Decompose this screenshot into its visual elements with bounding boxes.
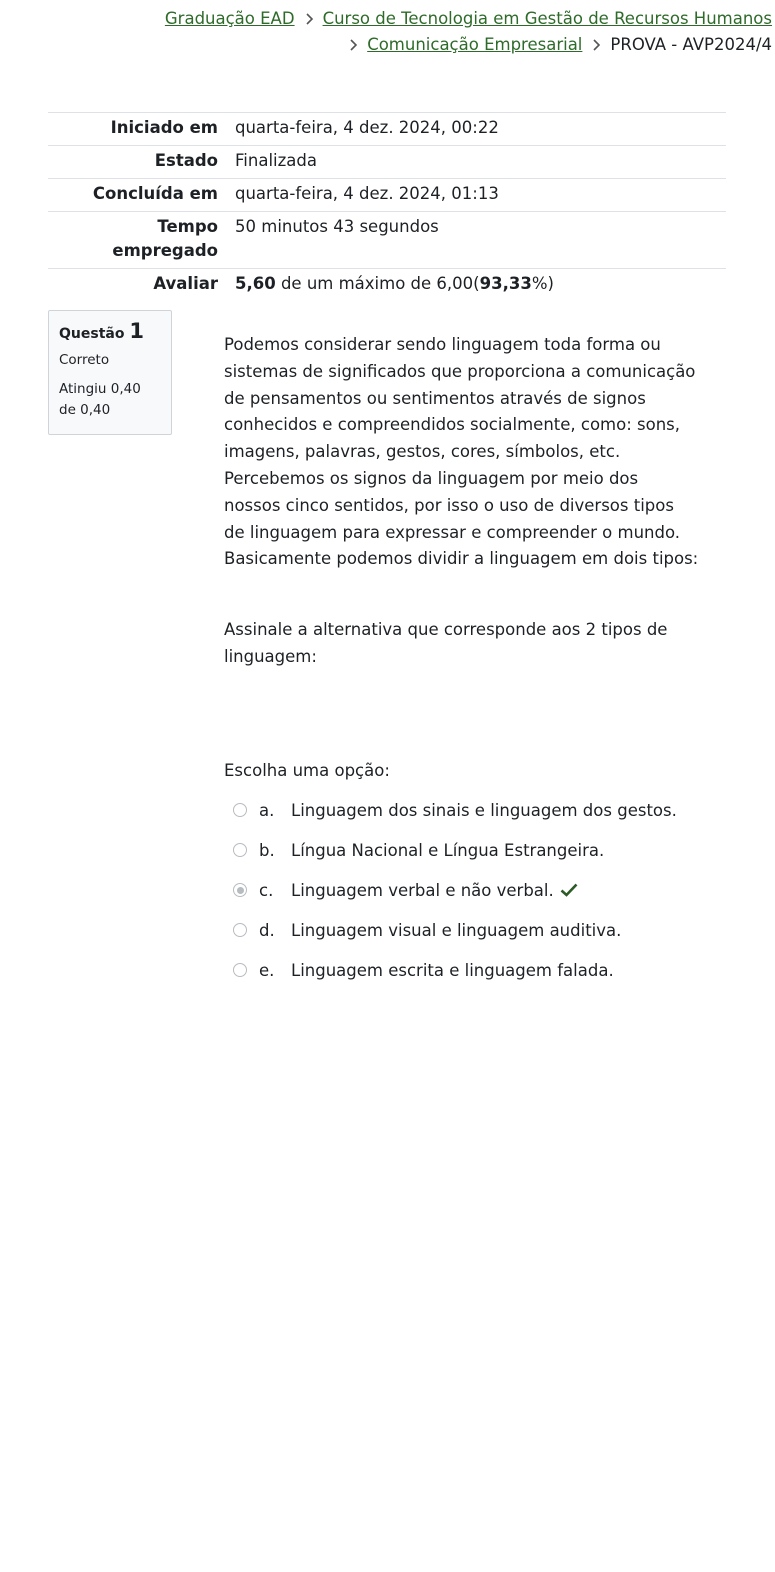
- option-text: Linguagem dos sinais e linguagem dos gestos.: [291, 801, 677, 820]
- chevron-right-icon: [349, 39, 359, 51]
- question-text: [224, 332, 699, 671]
- breadcrumb-link-curso[interactable]: Curso de Tecnologia em Gestão de Recursos Humanos: [322, 9, 772, 28]
- option-letter: d.: [259, 921, 275, 940]
- answer-option-c[interactable]: [232, 878, 682, 904]
- question-label: Questão: [59, 326, 125, 342]
- radio-button[interactable]: [233, 963, 247, 977]
- started-value: quarta-feira, 4 dez. 2024, 00:22: [235, 118, 499, 137]
- state-value: Finalizada: [235, 151, 317, 170]
- option-text: Linguagem visual e linguagem auditiva.: [291, 921, 622, 940]
- time-label: [48, 212, 226, 269]
- grade-value: [226, 269, 726, 302]
- time-label-line2: empregado: [112, 241, 218, 260]
- question-info-box: [48, 310, 172, 435]
- chevron-right-icon: [305, 13, 315, 25]
- completed-value: quarta-feira, 4 dez. 2024, 01:13: [235, 184, 499, 203]
- question-grade: Atingiu 0,40 de 0,40: [59, 381, 141, 418]
- question-state: Correto: [59, 352, 110, 368]
- breadcrumb-link-graduacao[interactable]: Graduação EAD: [164, 9, 295, 28]
- option-letter: e.: [259, 961, 275, 980]
- option-letter: c.: [259, 881, 274, 900]
- answer-option-e[interactable]: [232, 958, 682, 984]
- question-number: [59, 320, 161, 345]
- option-letter: a.: [259, 801, 275, 820]
- completed-label: Concluída em: [92, 184, 218, 203]
- time-value: 50 minutos 43 segundos: [235, 217, 439, 236]
- radio-button[interactable]: [233, 803, 247, 817]
- radio-button-selected[interactable]: [233, 883, 247, 897]
- summary-row-time: [48, 212, 726, 269]
- option-text: Linguagem escrita e linguagem falada.: [291, 961, 614, 980]
- question-paragraph-2: Assinale a alternativa que corresponde aos 2 tipos de linguagem:: [224, 620, 668, 666]
- attempt-summary-table: [48, 112, 726, 301]
- answer-option-a[interactable]: [232, 798, 682, 824]
- started-label: Iniciado em: [110, 118, 218, 137]
- summary-row-state: [48, 146, 726, 179]
- option-text: Linguagem verbal e não verbal.: [291, 881, 554, 900]
- breadcrumb-current: PROVA - AVP2024/4: [610, 35, 772, 54]
- summary-row-completed: [48, 179, 726, 212]
- radio-button[interactable]: [233, 923, 247, 937]
- summary-row-started: [48, 113, 726, 146]
- check-icon: [560, 883, 578, 897]
- grade-label: Avaliar: [153, 274, 218, 293]
- answer-options: [232, 798, 682, 998]
- grade-end: %): [531, 274, 554, 293]
- option-letter: b.: [259, 841, 275, 860]
- answer-option-b[interactable]: [232, 838, 682, 864]
- grade-percent: 93,33: [479, 274, 532, 293]
- radio-button[interactable]: [233, 843, 247, 857]
- summary-row-grade: [48, 269, 726, 302]
- option-text: Língua Nacional e Língua Estrangeira.: [291, 841, 605, 860]
- answer-option-d[interactable]: [232, 918, 682, 944]
- answer-prompt: Escolha uma opção:: [224, 761, 390, 780]
- time-label-line1: Tempo: [157, 217, 218, 236]
- grade-score: 5,60: [235, 274, 276, 293]
- grade-middle: de um máximo de 6,00(: [275, 274, 480, 293]
- breadcrumb-link-comunicacao[interactable]: Comunicação Empresarial: [367, 35, 583, 54]
- chevron-right-icon: [592, 39, 602, 51]
- breadcrumb: [72, 6, 772, 58]
- question-paragraph-1: Podemos considerar sendo linguagem toda forma ou sistemas de significados que proporciona a comunicação de pensamentos ou sentimentos através de signos conhecidos e compreendidos socialmente, como: sons, imagens, palavras, gestos, cores, símbolos, etc. Percebemos os signos da linguagem por meio dos nossos cinco sentidos, por isso o uso de diversos tipos de linguagem para expressar e compreender o mundo. Basicamente podemos dividir a linguagem em dois tipos:: [224, 335, 699, 569]
- state-label: Estado: [154, 151, 218, 170]
- question-number-value: 1: [129, 319, 144, 343]
